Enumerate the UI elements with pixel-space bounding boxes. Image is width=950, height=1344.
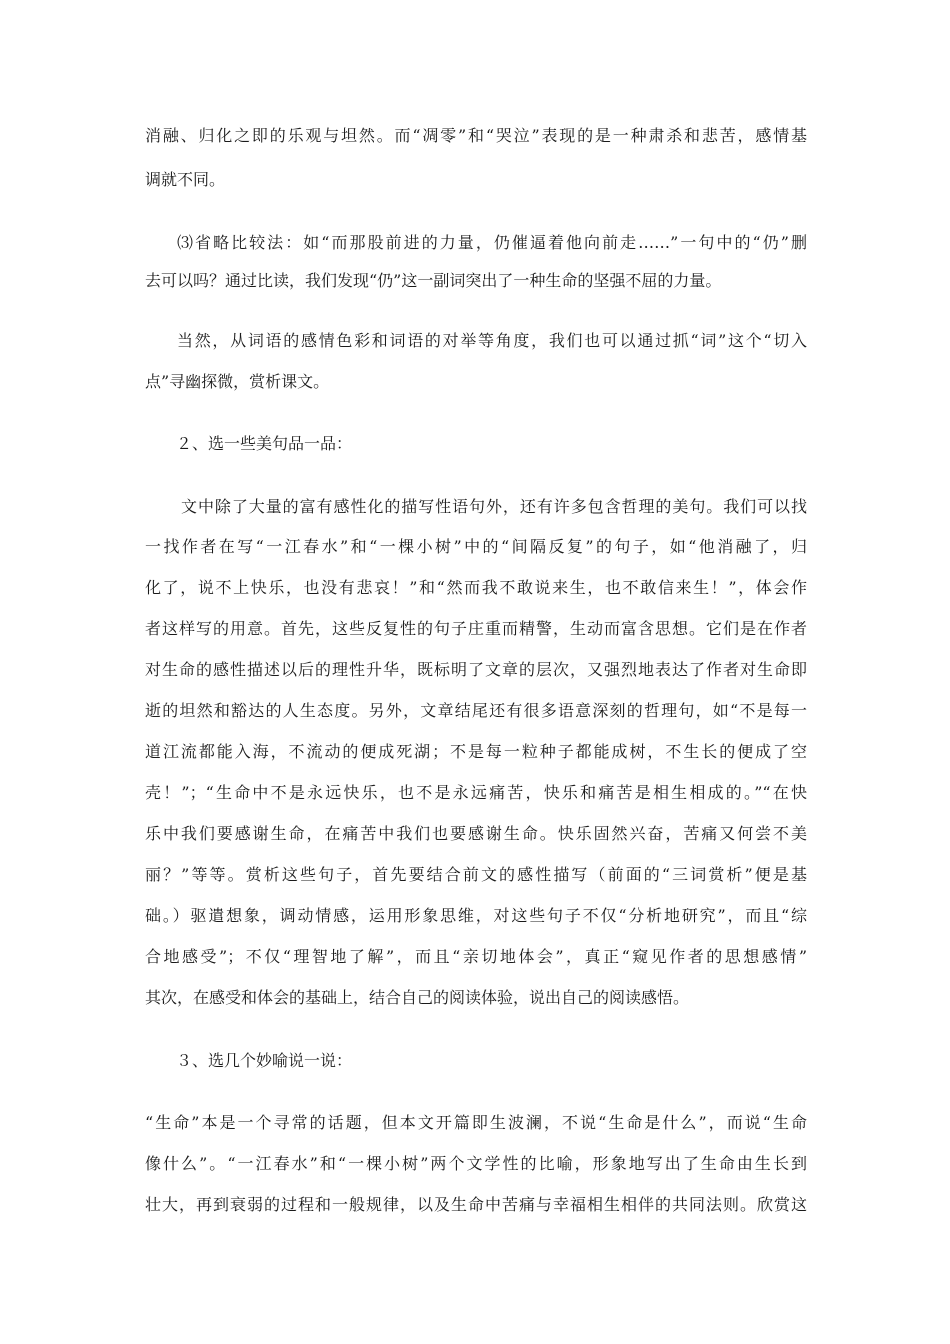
paragraph-line: ⑶省略比较法：如“而那股前进的力量，仍催逼着他向前走……”一句中的“仍”删 — [177, 233, 807, 252]
paragraph-line: 壮大，再到衰弱的过程和一般规律，以及生命中苦痛与幸福相生相伴的共同法则。欣赏这 — [145, 1195, 807, 1214]
paragraph-line: 化了，说不上快乐，也没有悲哀！”和“然而我不敢说来生，也不敢信来生！”，体会作 — [145, 578, 807, 597]
paragraph-line: 础。）驱遣想象，调动情感，运用形象思维，对这些句子不仅“分析地研究”，而且“综 — [145, 906, 807, 925]
paragraph-line: 文中除了大量的富有感性化的描写性语句外，还有许多包含哲理的美句。我们可以找 — [181, 497, 807, 516]
paragraph-line: 对生命的感性描述以后的理性升华，既标明了文章的层次，又强烈地表达了作者对生命即 — [145, 660, 807, 679]
paragraph-line: 像什么”。“一江春水”和“一棵小树”两个文学性的比喻，形象地写出了生命由生长到 — [145, 1154, 807, 1173]
paragraph-line: 消融、归化之即的乐观与坦然。而“凋零”和“哭泣”表现的是一种肃杀和悲苦，感情基 — [145, 126, 807, 145]
paragraph-line: 合地感受”；不仅“理智地了解”，而且“亲切地体会”，真正“窥见作者的思想感情” — [145, 947, 807, 966]
paragraph-line: “生命”本是一个寻常的话题，但本文开篇即生波澜，不说“生命是什么”，而说“生命 — [145, 1113, 807, 1132]
section-heading: ２、选一些美句品一品： — [176, 434, 353, 453]
paragraph-line: 一找作者在写“一江春水”和“一棵小树”中的“间隔反复”的句子，如“他消融了，归 — [145, 537, 807, 556]
paragraph-line: 调就不同。 — [145, 170, 226, 189]
paragraph-line: 逝的坦然和豁达的人生态度。另外，文章结尾还有很多语意深刻的哲理句，如“不是每一 — [145, 701, 807, 720]
paragraph-line: 者这样写的用意。首先，这些反复性的句子庄重而精警，生动而富含思想。它们是在作者 — [145, 619, 807, 638]
paragraph-line: 去可以吗？通过比读，我们发现“仍”这一副词突出了一种生命的坚强不屈的力量。 — [145, 271, 722, 290]
paragraph-line: 丽？”等等。赏析这些句子，首先要结合前文的感性描写（前面的“三词赏析”便是基 — [145, 865, 807, 884]
paragraph-line: 其次，在感受和体会的基础上，结合自己的阅读体验，说出自己的阅读感悟。 — [145, 988, 690, 1007]
paragraph-line: 乐中我们要感谢生命，在痛苦中我们也要感谢生命。快乐固然兴奋，苦痛又何尝不美 — [145, 824, 807, 843]
paragraph-line: 壳！”；“生命中不是永远快乐，也不是永远痛苦，快乐和痛苦是相生相成的。”“在快 — [145, 783, 807, 802]
paragraph-line: 当然，从词语的感情色彩和词语的对举等角度，我们也可以通过抓“词”这个“切入 — [177, 331, 807, 350]
paragraph-line: 点”寻幽探微，赏析课文。 — [145, 372, 330, 391]
paragraph-line: 道江流都能入海，不流动的便成死湖；不是每一粒种子都能成树，不生长的便成了空 — [145, 742, 807, 761]
section-heading: ３、选几个妙喻说一说： — [176, 1051, 353, 1070]
